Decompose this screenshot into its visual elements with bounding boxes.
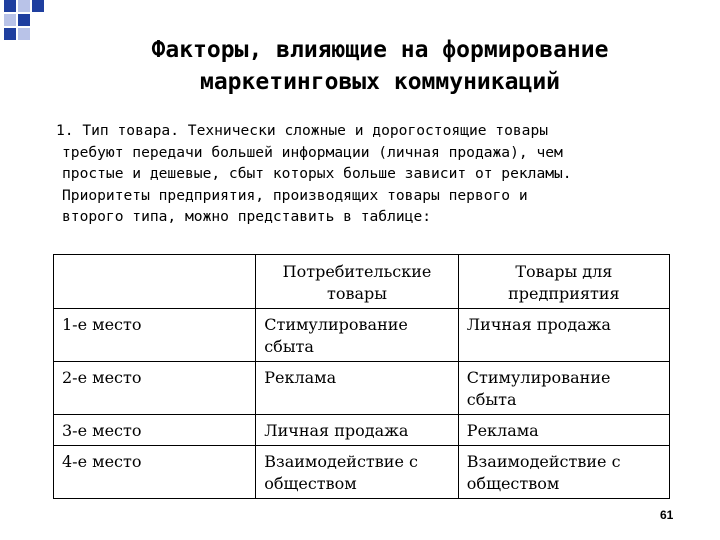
table-cell: Личная продажа (256, 415, 459, 446)
table-cell: 2-е место (54, 362, 256, 415)
paragraph-line: второго типа, можно представить в таблице: (62, 208, 432, 225)
paragraph-line: 1. Тип товара. Технически сложные и дорогостоящие товары (56, 122, 549, 139)
table-header-row (54, 255, 670, 309)
table-cell: Реклама (458, 415, 669, 446)
page-number: 61 (660, 508, 674, 522)
table-row (54, 415, 670, 446)
table-row (54, 446, 670, 499)
deco-square (18, 14, 30, 26)
corner-decoration (0, 0, 56, 50)
table-header-cell (54, 255, 256, 309)
paragraph-line: требуют передачи большей информации (личная продажа), чем (62, 143, 563, 161)
table-cell: 1-е место (54, 309, 256, 362)
title-line-1: Факторы, влияющие на формирование (151, 37, 609, 63)
deco-square (4, 28, 16, 40)
deco-square (4, 14, 16, 26)
table-cell: Взаимодействие с обществом (256, 446, 459, 499)
paragraph-line: Приоритеты предприятия, производящих товары первого и (62, 186, 528, 204)
title-line-2: маркетинговых коммуникаций (199, 69, 561, 95)
deco-square (18, 28, 30, 40)
deco-square (4, 0, 16, 12)
table-header-cell: Потребительские товары (256, 255, 459, 309)
table-cell: Взаимодействие с обществом (458, 446, 669, 499)
table-cell: Реклама (256, 362, 459, 415)
body-paragraph (56, 120, 716, 228)
paragraph-line: простые и дешевые, сбыт которых больше зависит от рекламы. (62, 165, 572, 182)
slide-title (60, 34, 700, 98)
table-row (54, 309, 670, 362)
deco-square (18, 0, 30, 12)
table-cell: Стимулирование сбыта (458, 362, 669, 415)
table-cell: 3-е место (54, 415, 256, 446)
table-cell: Стимулирование сбыта (256, 309, 459, 362)
table-cell: Личная продажа (458, 309, 669, 362)
table-row (54, 362, 670, 415)
table-header-cell: Товары для предприятия (458, 255, 669, 309)
priority-table (53, 254, 670, 499)
deco-square (32, 0, 44, 12)
table-cell: 4-е место (54, 446, 256, 499)
